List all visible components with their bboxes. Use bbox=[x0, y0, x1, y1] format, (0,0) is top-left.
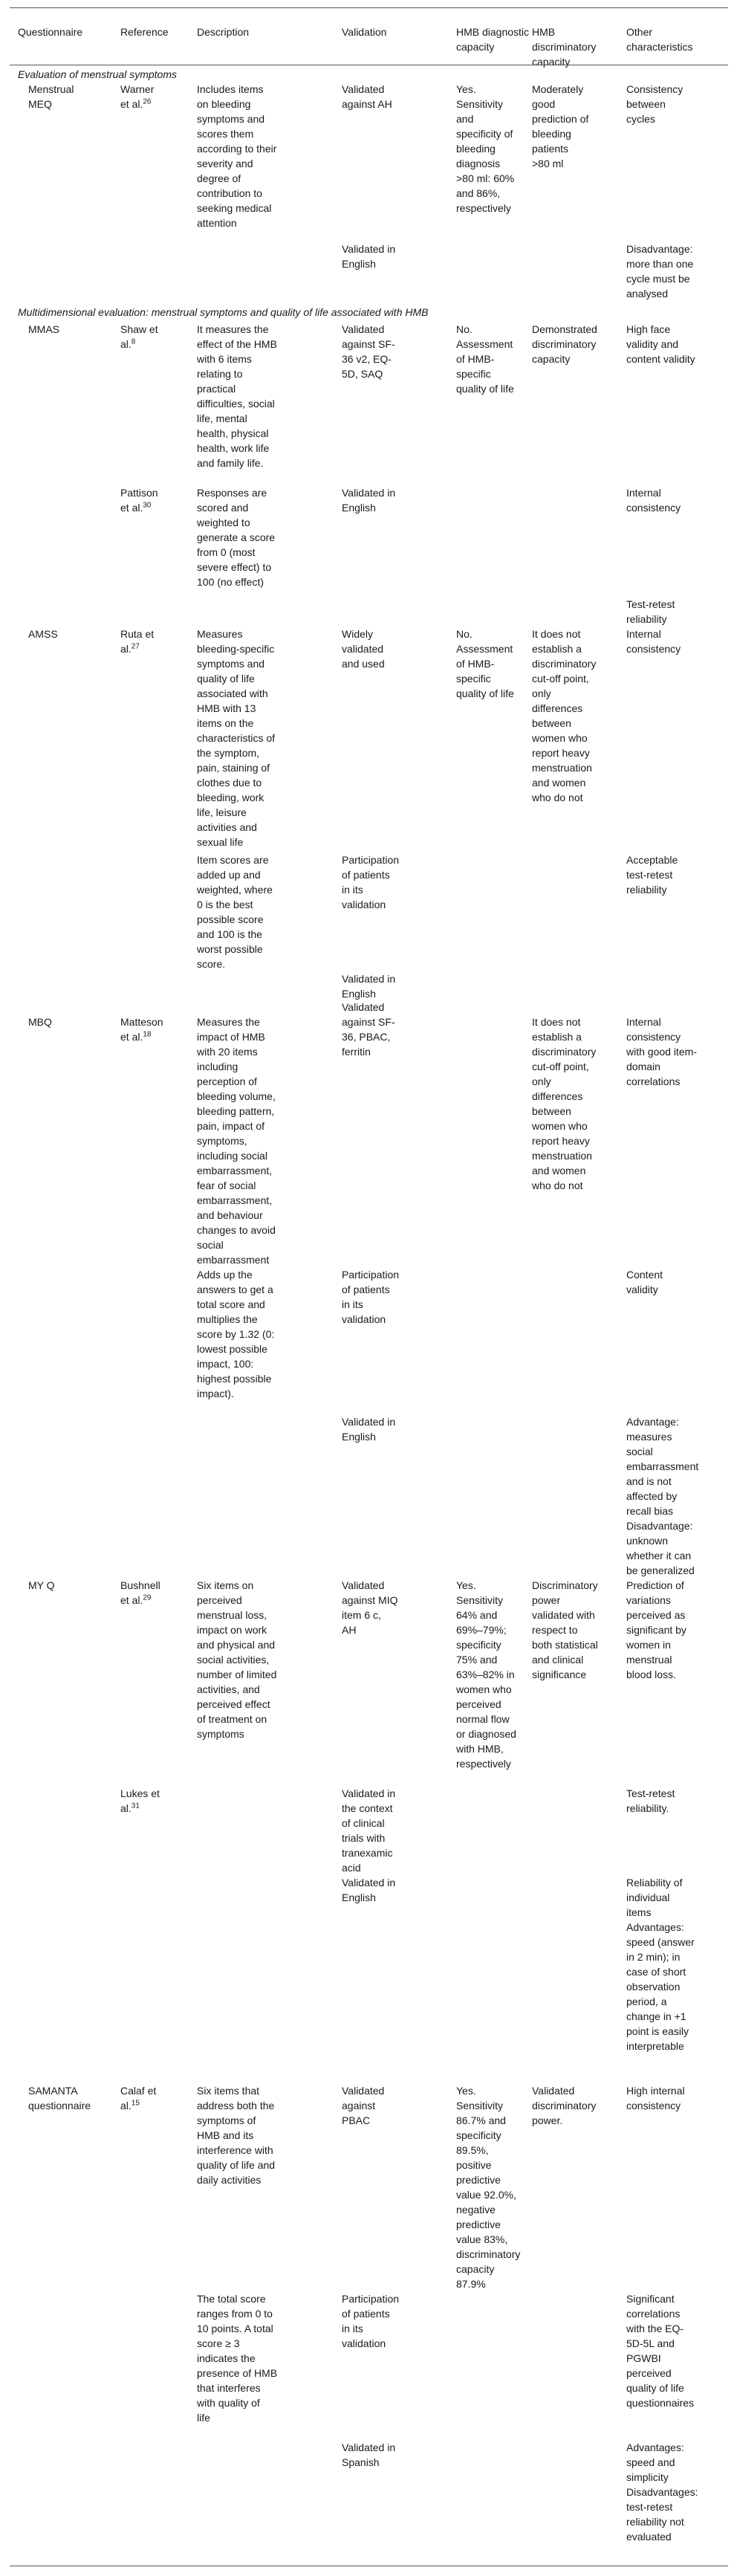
amss-reference: Ruta et al.$^{27}$ bbox=[120, 628, 155, 655]
samanta-validation-2: Participation of patients in its validation bbox=[342, 2293, 400, 2349]
meq-validation-1: Validated against AH bbox=[342, 83, 392, 110]
table-top-rule bbox=[10, 7, 728, 8]
section-title-multidimensional: Multidimensional evaluation: menstrual symptoms and quality of life associated with HMB bbox=[18, 306, 429, 318]
header-questionnaire: Questionnaire bbox=[18, 26, 83, 38]
header-description: Description bbox=[197, 26, 250, 38]
myq-reference-2: Lukes et al.$^{31}$ bbox=[120, 1787, 160, 1814]
amss-other-2: Acceptable test-retest reliability bbox=[626, 854, 678, 896]
amss-description-1: Measures bleeding-specific symptoms and quality of life associated with HMB with 13 items on the characteristics of the symptom, pain, staining of clothes due to bleeding, work life, leisure activities and sexual life bbox=[197, 628, 276, 848]
myq-other-2: Test-retest reliability. bbox=[626, 1787, 675, 1814]
amss-description-2: Item scores are added up and weighted, where 0 is the best possible score and 100 is the worst possible score. bbox=[197, 854, 273, 970]
mbq-discriminatory: It does not establish a discriminatory cut-off point, only differences between women who report heavy menstruation and women who do not bbox=[532, 1016, 597, 1191]
mmas-description-2: Responses are scored and weighted to generate a score from 0 (most severe effect) to 100 (no effect) bbox=[197, 487, 276, 588]
meq-name: Menstrual MEQ bbox=[28, 83, 74, 110]
myq-validation-2: Validated in the context of clinical trials with tranexamic acid bbox=[342, 1787, 396, 1874]
samanta-diagnostic: Yes. Sensitivity 86.7% and specificity 89.5%, positive predictive value 92.0%, negative predictive value 83%, discriminatory capacity 87.9% bbox=[456, 2085, 521, 2290]
samanta-other-2: Significant correlations with the EQ- 5D-5L and PGWBI perceived quality of life questionnaires bbox=[626, 2293, 695, 2409]
amss-diagnostic: No. Assessment of HMB- specific quality of life bbox=[456, 628, 514, 699]
myq-discriminatory: Discriminatory power validated with respect to both statistical and clinical significance bbox=[532, 1579, 598, 1680]
myq-other-1: Prediction of variations perceived as significant by women in menstrual blood loss. bbox=[626, 1579, 686, 1680]
header-validation: Validation bbox=[342, 26, 387, 38]
amss-validation-3: Validated in English bbox=[342, 973, 396, 1000]
amss-validation-1: Widely validated and used bbox=[342, 628, 385, 670]
myq-other-3: Reliability of individual items Advantages: speed (answer in 2 min); in case of short observation period, a change in +1 point is easily interpretable bbox=[626, 1877, 695, 2052]
mmas-validation-2: Validated in English bbox=[342, 487, 396, 514]
samanta-description-2: The total score ranges from 0 to 10 points. A total score ≥ 3 indicates the presence of HMB that interferes with quality of life bbox=[197, 2293, 278, 2424]
amss-name: AMSS bbox=[28, 628, 58, 640]
myq-description: Six items on perceived menstrual loss, impact on work and physical and social activities, number of limited activities, and perceived effect of treatment on symptoms bbox=[197, 1579, 277, 1740]
mmas-other-1: High face validity and content validity bbox=[626, 323, 695, 365]
meq-discriminatory: Moderately good prediction of bleeding patients >80 ml bbox=[532, 83, 589, 169]
meq-diagnostic: Yes. Sensitivity and specificity of bleeding diagnosis >80 ml: 60% and 86%, respectively bbox=[456, 83, 515, 214]
mmas-discriminatory: Demonstrated discriminatory capacity bbox=[532, 323, 597, 365]
header-other-characteristics: Other characteristics bbox=[626, 26, 693, 53]
mbq-other-1: Internal consistency with good item- domain correlations bbox=[626, 1016, 697, 1087]
samanta-other-3: Advantages: speed and simplicity Disadvantages: test-retest reliability not evaluated bbox=[626, 2441, 698, 2543]
header-discriminatory-capacity: HMB discriminatory capacity bbox=[532, 26, 597, 68]
myq-name: MY Q bbox=[28, 1579, 55, 1591]
section-title-menstrual-symptoms: Evaluation of menstrual symptoms bbox=[18, 68, 177, 80]
mbq-other-2: Content validity bbox=[626, 1269, 663, 1295]
mmas-reference-1: Shaw et al.$^8$ bbox=[120, 323, 158, 350]
meq-validation-2: Validated in English bbox=[342, 243, 396, 270]
samanta-discriminatory: Validated discriminatory power. bbox=[532, 2085, 597, 2126]
myq-diagnostic: Yes. Sensitivity 64% and 69%–79%; specificity 75% and 63%–82% in women who perceived normal flow or diagnosed with HMB, respectively bbox=[456, 1579, 516, 1770]
header-diagnostic-capacity: HMB diagnostic capacity bbox=[456, 26, 530, 53]
mbq-other-3: Advantage: measures social embarrassment and is not affected by recall bias Disadvantage: unknown whether it can be generalized bbox=[626, 1416, 699, 1576]
mmas-reference-2: Pattison et al.$^{30}$ bbox=[120, 487, 158, 514]
mbq-validation-3: Validated in English bbox=[342, 1416, 396, 1443]
mmas-name: MMAS bbox=[28, 323, 59, 335]
samanta-validation-1: Validated against PBAC bbox=[342, 2085, 385, 2126]
samanta-name: SAMANTA questionnaire bbox=[28, 2085, 91, 2111]
mbq-validation-1: Validated against SF- 36, PBAC, ferritin bbox=[342, 1001, 395, 1058]
mbq-description-1: Measures the impact of HMB with 20 items including perception of bleeding volume, bleeding pattern, pain, impact of symptoms, including social embarrassment, fear of social embarrassment, and behaviour changes to avoid social embarrassment bbox=[197, 1016, 276, 1266]
myq-reference-1: Bushnell et al.$^{29}$ bbox=[120, 1579, 160, 1606]
samanta-validation-3: Validated in Spanish bbox=[342, 2441, 396, 2468]
samanta-other-1: High internal consistency bbox=[626, 2085, 685, 2111]
mmas-other-3: Test-retest reliability bbox=[626, 598, 675, 625]
meq-other-2: Disadvantage: more than one cycle must be analysed bbox=[626, 243, 694, 300]
amss-other-1: Internal consistency bbox=[626, 628, 681, 655]
mmas-description-1: It measures the effect of the HMB with 6 items relating to practical difficulties, social life, mental health, physical health, work life and family life. bbox=[197, 323, 277, 469]
samanta-reference: Calaf et al.$^{15}$ bbox=[120, 2085, 157, 2111]
mbq-reference: Matteson et al.$^{18}$ bbox=[120, 1016, 163, 1043]
amss-validation-2: Participation of patients in its validation bbox=[342, 854, 400, 910]
meq-description: Includes items on bleeding symptoms and scores them according to their severity and degree of contribution to seeking medical attention bbox=[197, 83, 277, 229]
mmas-diagnostic: No. Assessment of HMB- specific quality of life bbox=[456, 323, 514, 395]
myq-validation-1: Validated against MIQ item 6 c, AH bbox=[342, 1579, 398, 1636]
mbq-name: MBQ bbox=[28, 1016, 52, 1028]
header-reference: Reference bbox=[120, 26, 169, 38]
mbq-description-2: Adds up the answers to get a total score and multiplies the score by 1.32 (0: lowest possible impact, 100: highest possible impact). bbox=[197, 1269, 275, 1399]
myq-validation-3: Validated in English bbox=[342, 1877, 396, 1903]
samanta-description-1: Six items that address both the symptoms of HMB and its interference with quality of life and daily activities bbox=[197, 2085, 276, 2186]
meq-other-1: Consistency between cycles bbox=[626, 83, 684, 125]
meq-reference: Warner et al.$^{26}$ bbox=[120, 83, 155, 110]
mmas-validation-1: Validated against SF- 36 v2, EQ- 5D, SAQ bbox=[342, 323, 395, 380]
mmas-other-2: Internal consistency bbox=[626, 487, 681, 514]
amss-discriminatory: It does not establish a discriminatory cut-off point, only differences between women who report heavy menstruation and women who do not bbox=[532, 628, 597, 803]
mbq-validation-2: Participation of patients in its validation bbox=[342, 1269, 400, 1325]
